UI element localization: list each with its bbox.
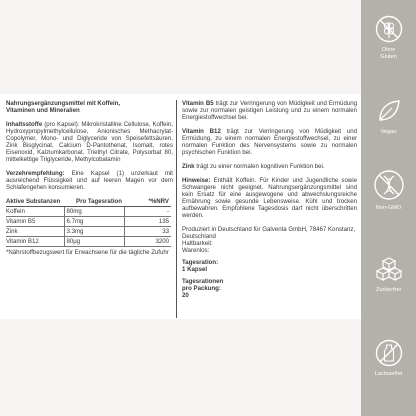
badge-label: Zuckerfrei	[376, 287, 401, 293]
daily-ration-heading: Tagesration:	[182, 259, 219, 266]
badge-label: Non-GMO	[375, 205, 402, 211]
badge-sugar-free	[361, 254, 416, 294]
col-per-daily-ration: Pro Tagesration	[64, 198, 124, 207]
substance-amount: 3.3mg	[64, 227, 124, 237]
label-right-column	[182, 100, 357, 299]
nutrient-table-header	[6, 198, 171, 207]
vitamin-b5-paragraph: Vitamin B5 trägt zur Verringerung von Müdigkeit und Ermüdung sowie zur normalen geistigen Leistung und zu einem normalen Energiestoffwechsel bei.	[182, 100, 357, 121]
substance-nrv: 3200	[124, 237, 171, 247]
substance-nrv: 135	[124, 217, 171, 227]
no-wheat-icon	[374, 14, 404, 44]
leaf-icon	[374, 96, 404, 126]
supplement-label	[0, 94, 361, 319]
table-row	[6, 237, 171, 247]
substance-name: Zink	[6, 227, 64, 237]
vitamin-b12-paragraph: Vitamin B12 trägt zur Verringerung von Müdigkeit und Ermüdung, zu einem normalen Energiestoffwechsel, zu einer normalen Funktion des Nervensystems sowie zu normalen psychischen Funktion bei.	[182, 128, 357, 156]
usage-heading: Verzehrempfehlung:	[6, 170, 65, 177]
shelf-life-label: Haltbarkeit:	[182, 240, 213, 247]
substance-amount: 80µg	[64, 237, 124, 247]
ingredients-heading: Inhaltsstoffe	[6, 121, 43, 128]
no-gmo-icon	[372, 168, 406, 202]
substance-name: Koffein	[6, 207, 64, 217]
badge-label-line2: Gluten	[380, 53, 397, 60]
badge-vegan	[361, 96, 416, 136]
column-divider	[176, 100, 177, 318]
usage-paragraph	[6, 170, 173, 191]
substance-nrv: -	[124, 207, 171, 217]
table-row	[6, 227, 171, 237]
ingredients-paragraph	[6, 121, 173, 163]
milk-bottle-icon	[374, 338, 404, 368]
substance-name: Vitamin B12	[6, 237, 64, 247]
batch-label: Warenlos:	[182, 247, 210, 254]
rations-per-pack-heading: Tagesrationen pro Packung:	[182, 278, 224, 292]
zinc-paragraph: Zink trägt zu einer normalen kognitiven Funktion bei.	[182, 163, 325, 170]
substance-nrv: 33	[124, 227, 171, 237]
ingredients-text: (pro Kapsel): Mikrokristalline Cellulose, Koffein, Hydroxypropylmethylcellulose, Anionisches Methacrylat-Copolymer, Mono- und Diglyceride von Speisefettsäuren, Zink Bisglycinat, Calcium D-Pantothenat, Isomalt, rotes Eisenoxid, Kalziumkarbonat, Triethyl Citrate, Polysorbat 80, mittelkettige Triglyceride, Methylcobalamin	[6, 121, 173, 163]
nutrient-table	[6, 198, 171, 247]
daily-ration-value: 1 Kapsel	[182, 266, 208, 273]
usage-text: Eine Kapsel (1) unzerkaut mit ausreichend Flüssigkeit und auf leeren Magen vor dem Schlafengehen konsumieren.	[6, 170, 173, 191]
substance-name: Vitamin B5	[6, 217, 64, 227]
notice-paragraph: Hinweise: Enthält Koffein. Für Kinder und Jugendliche sowie Schwangere nicht geeignet. Nahrungsergänzungsmittel sind kein Ersatz für eine ausgewogene und abwechslungsreiche Ernährung sowie gesunde Lebensweise. Kühl und trocken aufbewahren. Empfohlene Tagesdosis darf nicht überschritten werden.	[182, 177, 357, 219]
sugar-cubes-icon	[374, 254, 404, 284]
col-active-substances: Aktive Substanzen	[6, 198, 64, 207]
substance-amount: 6.7mg	[64, 217, 124, 227]
col-nrv: *%NRV	[124, 198, 171, 207]
substance-amount: 80mg	[64, 207, 124, 217]
producer-text: Produziert in Deutschland für Galventa GmbH, 78467 Konstanz, Deutschland	[182, 226, 356, 240]
badge-label: Lactosefrei	[374, 371, 403, 377]
label-left-column	[6, 100, 173, 256]
badge-label-line1: Ohne	[381, 47, 396, 53]
badge-gluten-free	[361, 14, 416, 60]
feature-sidebar	[361, 0, 416, 416]
badge-lactose-free	[361, 338, 416, 378]
table-row	[6, 207, 171, 217]
label-title: Nahrungsergänzungsmittel mit Koffein, Vitaminen und Mineralien	[6, 100, 121, 114]
rations-per-pack-value: 20	[182, 292, 189, 299]
nrv-footnote: *Nährstoffbezugswert für Erwachsene für die tägliche Zufuhr	[6, 249, 169, 256]
badge-non-gmo	[361, 168, 416, 212]
table-row	[6, 217, 171, 227]
badge-label: Vegan	[380, 129, 397, 135]
